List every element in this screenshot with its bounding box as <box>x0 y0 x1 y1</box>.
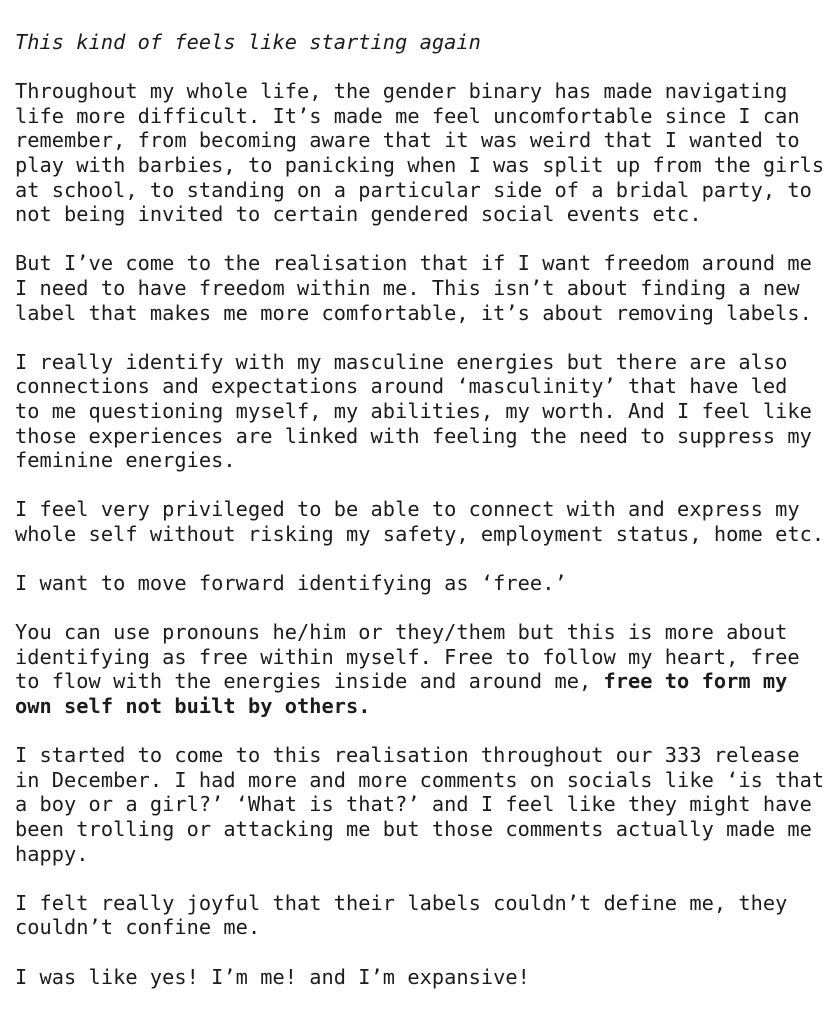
paragraph-8 <box>15 891 835 940</box>
text-line: I really identify with my masculine energies but there are also <box>15 349 788 374</box>
text-line: play with barbies, to panicking when I was split up from the girls <box>15 152 825 177</box>
text-line: You can use pronouns he/him or they/them but this is more about <box>15 620 788 645</box>
document-title: This kind of feels like starting again <box>15 30 481 54</box>
text-line: label that makes me more comfortable, it’s about removing labels. <box>15 300 812 325</box>
paragraph-4 <box>15 497 835 546</box>
text-line: I need to have freedom within me. This isn’t about finding a new <box>15 275 800 300</box>
text-segment: to flow with the energies inside and around me, <box>15 669 604 694</box>
text-line: I want to move forward identifying as ‘free.’ <box>15 571 567 596</box>
text-line: identifying as free within myself. Free to follow my heart, free <box>15 644 800 669</box>
document-body <box>15 30 835 1014</box>
text-line: Throughout my whole life, the gender binary has made navigating <box>15 79 788 104</box>
paragraph-1 <box>15 79 835 227</box>
text-line: I started to come to this realisation throughout our 333 release <box>15 743 800 768</box>
text-line: But I’ve come to the realisation that if I want freedom around me <box>15 251 812 276</box>
text-line: at school, to standing on a particular side of a bridal party, to <box>15 177 812 202</box>
text-line: I feel very privileged to be able to connect with and express my <box>15 497 800 522</box>
paragraph-7 <box>15 743 835 866</box>
text-line: in December. I had more and more comments on socials like ‘is that <box>15 767 825 792</box>
paragraph-3 <box>15 350 835 473</box>
text-line: I felt really joyful that their labels couldn’t define me, they <box>15 890 788 915</box>
text-line: not being invited to certain gendered social events etc. <box>15 202 702 227</box>
text-line: to me questioning myself, my abilities, my worth. And I feel like <box>15 398 812 423</box>
text-line: couldn’t confine me. <box>15 915 261 940</box>
text-line: remember, from becoming aware that it was weird that I wanted to <box>15 128 800 153</box>
text-line-mixed <box>15 669 835 694</box>
paragraph-5 <box>15 571 835 596</box>
text-line: those experiences are linked with feeling the need to suppress my <box>15 423 812 448</box>
text-line: whole self without risking my safety, employment status, home etc. <box>15 521 825 546</box>
text-line: feminine energies. <box>15 448 236 473</box>
text-line: been trolling or attacking me but those comments actually made me <box>15 817 812 841</box>
bold-text-segment: free to form my <box>603 669 788 694</box>
text-line: a boy or a girl?’ ‘What is that?’ and I feel like they might have <box>15 792 812 817</box>
paragraph-9 <box>15 965 835 990</box>
text-line: happy. <box>15 841 89 866</box>
paragraph-2 <box>15 251 835 325</box>
text-line: I was like yes! I’m me! and I’m expansive! <box>15 964 530 989</box>
text-line: life more difficult. It’s made me feel uncomfortable since I can <box>15 103 800 128</box>
paragraph-6 <box>15 620 835 718</box>
bold-text-line: own self not built by others. <box>15 694 371 719</box>
text-line: connections and expectations around ‘masculinity’ that have led <box>15 374 788 399</box>
